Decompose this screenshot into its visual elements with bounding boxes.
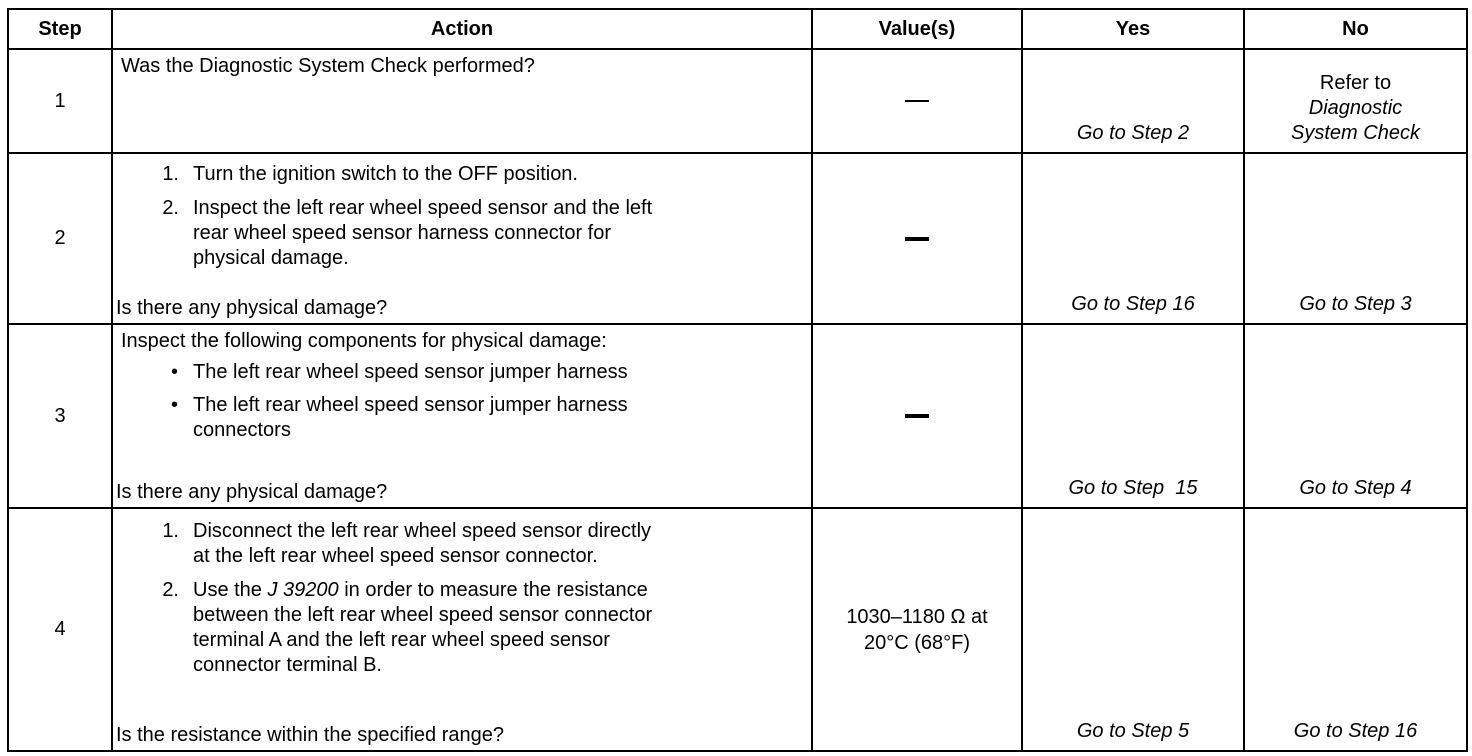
header-values: Value(s) (812, 9, 1022, 49)
yes-result: Go to Step 15 (1022, 324, 1244, 508)
value-cell (812, 324, 1022, 508)
item-text: Disconnect the left rear wheel speed sensor directly (193, 520, 652, 542)
item-text: Inspect the left rear wheel speed sensor and the left (193, 197, 653, 219)
question-text: Is there any physical damage? (116, 297, 388, 319)
table-row (8, 508, 1467, 751)
action-text: Inspect the following components for physical damage: (121, 330, 607, 352)
header-no: No (1244, 9, 1467, 49)
question-text: Is the resistance within the specified range? (116, 724, 504, 746)
item-text: The left rear wheel speed sensor jumper harness (193, 361, 628, 383)
item-number: 2. (162, 197, 179, 219)
item-text: The left rear wheel speed sensor jumper harness (193, 394, 628, 416)
item-text: connector terminal B. (193, 654, 382, 676)
dash-mark (905, 100, 929, 102)
action-list (121, 519, 803, 678)
no-line-2: Diagnostic (1308, 97, 1403, 119)
action-cell (112, 49, 812, 153)
item-text: terminal A and the left rear wheel speed sensor (193, 629, 610, 651)
item-text: connectors (193, 419, 291, 441)
list-item (121, 393, 803, 443)
action-cell (112, 508, 812, 751)
action-list (121, 360, 803, 443)
list-item (121, 578, 803, 678)
value-cell (812, 49, 1022, 153)
item-text: at the left rear wheel speed sensor connector. (193, 545, 598, 567)
header-action: Action (112, 9, 812, 49)
list-item (121, 360, 803, 385)
no-line-3: System Check (1291, 122, 1420, 144)
header-step: Step (8, 9, 112, 49)
yes-result: Go to Step 5 (1022, 508, 1244, 751)
table-row (8, 153, 1467, 324)
dash-mark (905, 237, 929, 241)
no-result: Go to Step 4 (1244, 324, 1467, 508)
value-line-1: 1030–1180 Ω at (846, 605, 988, 628)
list-item (121, 196, 803, 271)
no-result: Go to Step 16 (1244, 508, 1467, 751)
value-cell (812, 153, 1022, 324)
question-text: Is there any physical damage? (116, 481, 388, 503)
step-number: 2 (8, 153, 112, 324)
table-row (8, 49, 1467, 153)
no-line-1: Refer to (1319, 72, 1392, 94)
dash-mark (905, 414, 929, 418)
step-number: 3 (8, 324, 112, 508)
item-number: 1. (162, 520, 179, 542)
value-cell (812, 508, 1022, 751)
no-result (1244, 49, 1467, 153)
action-cell (112, 153, 812, 324)
item-number: 2. (162, 579, 179, 601)
diagnostic-table (7, 8, 1468, 752)
item-text: physical damage. (193, 247, 349, 269)
action-text: Was the Diagnostic System Check performed? (121, 55, 535, 77)
item-text: between the left rear wheel speed sensor connector (193, 604, 653, 626)
list-item (121, 162, 803, 187)
item-text: Turn the ignition switch to the OFF position. (193, 163, 578, 185)
bullet-mark: • (171, 361, 179, 383)
header-yes: Yes (1022, 9, 1244, 49)
tool-reference: J 39200 (267, 579, 339, 601)
item-number: 1. (162, 163, 179, 185)
action-list (121, 162, 803, 271)
header-row (8, 9, 1467, 49)
bullet-mark: • (171, 394, 179, 416)
list-item (121, 519, 803, 569)
item-text (193, 578, 803, 603)
value-line-2: 20°C (68°F) (863, 631, 971, 654)
table-row (8, 324, 1467, 508)
action-cell (112, 324, 812, 508)
yes-result: Go to Step 2 (1022, 49, 1244, 153)
step-number: 4 (8, 508, 112, 751)
item-text-pre: Use the (193, 579, 268, 601)
item-text: rear wheel speed sensor harness connector for (193, 222, 612, 244)
step-number: 1 (8, 49, 112, 153)
no-result: Go to Step 3 (1244, 153, 1467, 324)
item-text-post: in order to measure the resistance (338, 579, 648, 601)
yes-result: Go to Step 16 (1022, 153, 1244, 324)
